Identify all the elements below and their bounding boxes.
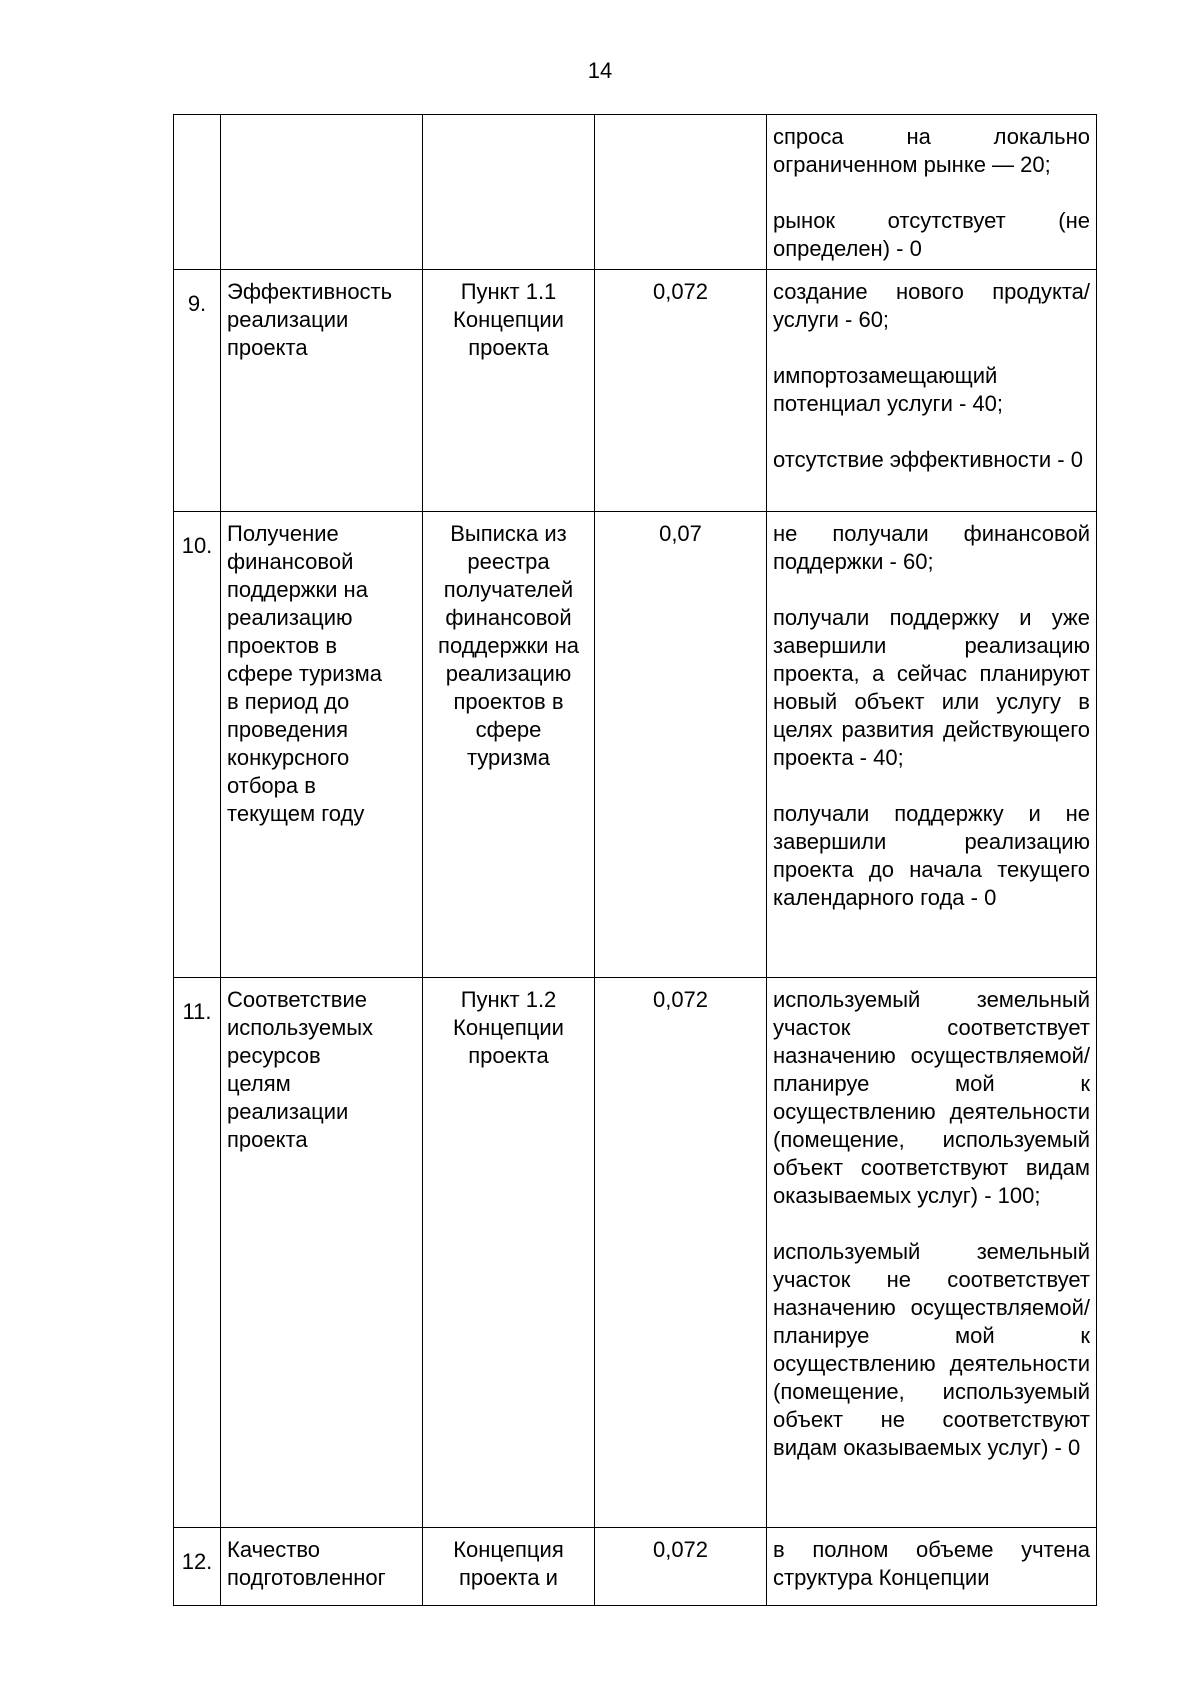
criterion-source	[423, 115, 595, 270]
criterion-weight: 0,07	[595, 512, 767, 978]
row-number: 12.	[174, 1528, 221, 1606]
criterion-weight: 0,072	[595, 270, 767, 512]
score-option: отсутствие эффективности - 0	[773, 447, 1083, 472]
criterion-name: Получение финансовой поддержки на реализацию проектов в сфере туризма в период до проведения конкурсного отбора в текущем году	[221, 512, 423, 978]
page-number: 14	[587, 58, 613, 83]
criterion-name: Соответствие используемых ресурсов целям реализации проекта	[221, 978, 423, 1528]
criterion-weight	[595, 115, 767, 270]
score-option: используемый земельный участок не соответствует назначению осуществляемой/планируе мой к осуществлению деятельности (помещение, используемый объект не соответствуют видам оказываемых услуг) - 0	[773, 1239, 1090, 1460]
score-option: создание нового продукта/услуги - 60;	[773, 279, 1090, 332]
criterion-weight: 0,072	[595, 1528, 767, 1606]
criterion-scores	[767, 1528, 1097, 1606]
table-row-9	[174, 270, 1097, 512]
row-number: 9.	[174, 270, 221, 512]
table-row-continuation	[174, 115, 1097, 270]
criterion-weight: 0,072	[595, 978, 767, 1528]
score-option: в полном объеме учтена структура Концепции	[773, 1537, 1090, 1590]
table-row-12	[174, 1528, 1097, 1606]
score-option: получали поддержку и уже завершили реализацию проекта, а сейчас планируют новый объект или услугу в целях развития действующего проекта - 40;	[773, 605, 1090, 770]
criterion-name: Качество подготовленног	[221, 1528, 423, 1606]
score-option: спроса на локально ограниченном рынке — 20;	[773, 124, 1090, 177]
criterion-name	[221, 115, 423, 270]
table-row-10	[174, 512, 1097, 978]
criteria-table	[173, 114, 1097, 1606]
criterion-source: Пункт 1.2 Концепции проекта	[423, 978, 595, 1528]
criterion-source: Выписка из реестра получателей финансовой поддержки на реализацию проектов в сфере туризма	[423, 512, 595, 978]
criterion-scores	[767, 512, 1097, 978]
score-option: импортозамещающий потенциал услуги - 40;	[773, 363, 1003, 416]
criterion-scores	[767, 115, 1097, 270]
row-number: 10.	[174, 512, 221, 978]
row-number	[174, 115, 221, 270]
criterion-scores	[767, 270, 1097, 512]
row-number: 11.	[174, 978, 221, 1528]
score-option: используемый земельный участок соответствует назначению осуществляемой/планируе мой к осуществлению деятельности (помещение, используемый объект соответствуют видам оказываемых услуг) - 100;	[773, 987, 1090, 1208]
score-option: получали поддержку и не завершили реализацию проекта до начала текущего календарного года - 0	[773, 801, 1090, 910]
score-option: рынок отсутствует (не определен) - 0	[773, 208, 1090, 261]
criterion-source: Концепция проекта и	[423, 1528, 595, 1606]
criterion-name: Эффективность реализации проекта	[221, 270, 423, 512]
criterion-scores	[767, 978, 1097, 1528]
score-option: не получали финансовой поддержки - 60;	[773, 521, 1090, 574]
table-row-11	[174, 978, 1097, 1528]
criterion-source: Пункт 1.1 Концепции проекта	[423, 270, 595, 512]
